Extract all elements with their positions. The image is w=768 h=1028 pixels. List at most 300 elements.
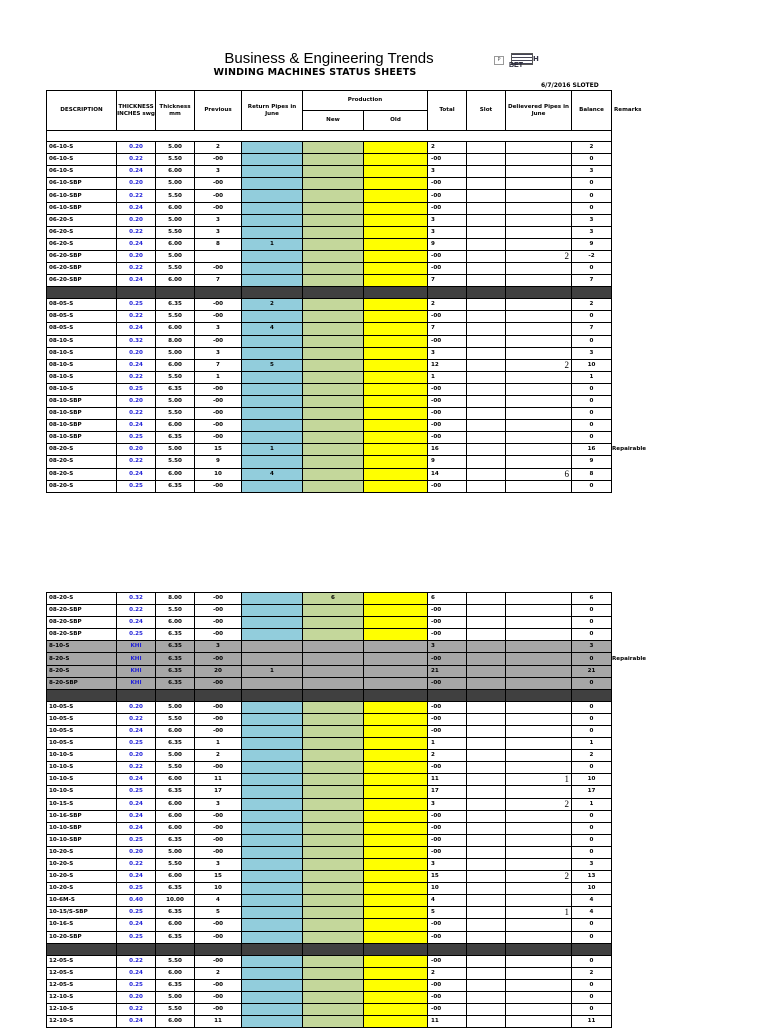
table-row — [47, 395, 672, 407]
thickness-mm-cell: 5.50 — [156, 190, 195, 202]
return-pipes-cell — [242, 653, 303, 665]
table-row — [47, 919, 672, 931]
remarks-cell — [612, 641, 672, 653]
total-cell: -00 — [428, 311, 467, 323]
thickness-mm-cell: 6.35 — [156, 480, 195, 492]
return-pipes-cell — [242, 798, 303, 810]
description-cell: 08-10-S — [47, 359, 117, 371]
remarks-cell — [612, 858, 672, 870]
remarks-cell — [612, 677, 672, 689]
balance-cell: 0 — [572, 810, 612, 822]
separator-cell — [47, 943, 117, 955]
production-old-cell — [364, 1004, 428, 1016]
table-row — [47, 432, 672, 444]
balance-cell: 0 — [572, 629, 612, 641]
slot-cell — [467, 641, 506, 653]
thickness-inch-cell: 0.22 — [117, 1004, 156, 1016]
total-cell: -00 — [428, 480, 467, 492]
remarks-cell — [612, 822, 672, 834]
production-new-cell — [303, 202, 364, 214]
thickness-mm-cell: 5.50 — [156, 226, 195, 238]
slot-cell — [467, 871, 506, 883]
separator-cell — [467, 943, 506, 955]
production-old-cell — [364, 665, 428, 677]
return-pipes-cell — [242, 725, 303, 737]
delivered-cell — [506, 786, 572, 798]
total-cell: -00 — [428, 701, 467, 713]
balance-cell: 17 — [572, 786, 612, 798]
table-row — [47, 786, 672, 798]
table-row — [47, 359, 672, 371]
thickness-mm-cell: 5.00 — [156, 701, 195, 713]
company-logo — [494, 53, 554, 70]
slot-cell — [467, 226, 506, 238]
return-pipes-cell — [242, 762, 303, 774]
production-old-cell — [364, 468, 428, 480]
thickness-mm-cell: 6.35 — [156, 677, 195, 689]
thickness-mm-cell: 6.35 — [156, 979, 195, 991]
description-cell: 10-20-S — [47, 871, 117, 883]
production-old-cell — [364, 991, 428, 1003]
remarks-cell — [612, 774, 672, 786]
production-new-cell — [303, 738, 364, 750]
thickness-inch-cell: 0.20 — [117, 395, 156, 407]
thickness-inch-cell: 0.22 — [117, 762, 156, 774]
delivered-cell — [506, 846, 572, 858]
remarks-cell — [612, 480, 672, 492]
production-old-cell — [364, 641, 428, 653]
return-pipes-cell — [242, 335, 303, 347]
description-cell: 10-10-S — [47, 786, 117, 798]
delivered-cell — [506, 480, 572, 492]
thickness-inch-cell: 0.25 — [117, 834, 156, 846]
table-row — [47, 871, 672, 883]
table-row — [47, 858, 672, 870]
balance-cell: 3 — [572, 226, 612, 238]
previous-cell: -00 — [195, 822, 242, 834]
total-cell: -00 — [428, 1004, 467, 1016]
return-pipes-cell — [242, 480, 303, 492]
total-cell: -00 — [428, 335, 467, 347]
table-row — [47, 907, 672, 919]
previous-cell: 7 — [195, 275, 242, 287]
production-old-cell — [364, 677, 428, 689]
thickness-inch-cell: 0.32 — [117, 593, 156, 605]
thickness-mm-cell: 6.35 — [156, 907, 195, 919]
return-pipes-cell — [242, 178, 303, 190]
return-pipes-cell — [242, 190, 303, 202]
thickness-inch-cell: 0.22 — [117, 858, 156, 870]
slot-cell — [467, 677, 506, 689]
remarks-cell — [612, 991, 672, 1003]
thickness-mm-cell: 5.50 — [156, 713, 195, 725]
description-cell: 08-20-S — [47, 593, 117, 605]
previous-cell: 2 — [195, 142, 242, 154]
total-cell: -00 — [428, 154, 467, 166]
previous-cell: 4 — [195, 895, 242, 907]
delivered-cell — [506, 858, 572, 870]
delivered-cell: 2 — [506, 359, 572, 371]
col-production: Production — [303, 91, 428, 111]
description-cell: 12-10-S — [47, 991, 117, 1003]
return-pipes-cell — [242, 810, 303, 822]
production-new-cell — [303, 967, 364, 979]
table-row — [47, 883, 672, 895]
separator-cell — [572, 943, 612, 955]
previous-cell: -00 — [195, 979, 242, 991]
total-cell: -00 — [428, 617, 467, 629]
remarks-cell — [612, 979, 672, 991]
slot-cell — [467, 408, 506, 420]
description-cell: 06-20-SBP — [47, 250, 117, 262]
thickness-mm-cell: 5.00 — [156, 250, 195, 262]
total-cell: 3 — [428, 214, 467, 226]
delivered-cell — [506, 335, 572, 347]
production-new-cell — [303, 238, 364, 250]
thickness-inch-cell: 0.25 — [117, 480, 156, 492]
slot-cell — [467, 822, 506, 834]
delivered-cell — [506, 323, 572, 335]
production-old-cell — [364, 432, 428, 444]
description-cell: 10-10-SBP — [47, 834, 117, 846]
table-header — [47, 91, 672, 142]
previous-cell: 15 — [195, 871, 242, 883]
table-row — [47, 725, 672, 737]
production-new-cell — [303, 810, 364, 822]
production-new-cell — [303, 931, 364, 943]
delivered-cell — [506, 263, 572, 275]
description-cell: 08-20-S — [47, 456, 117, 468]
thickness-mm-cell: 6.00 — [156, 275, 195, 287]
separator-cell — [364, 943, 428, 955]
remarks-cell — [612, 943, 672, 955]
production-old-cell — [364, 323, 428, 335]
remarks-cell — [612, 335, 672, 347]
production-old-cell — [364, 383, 428, 395]
previous-cell: -00 — [195, 202, 242, 214]
remarks-cell — [612, 178, 672, 190]
slot-cell — [467, 1004, 506, 1016]
thickness-mm-cell: 5.00 — [156, 142, 195, 154]
balance-cell: 0 — [572, 834, 612, 846]
balance-cell: 0 — [572, 311, 612, 323]
remarks-cell — [612, 750, 672, 762]
production-old-cell — [364, 701, 428, 713]
description-cell: 06-10-S — [47, 166, 117, 178]
return-pipes-cell — [242, 263, 303, 275]
total-cell: -00 — [428, 919, 467, 931]
total-cell: 16 — [428, 444, 467, 456]
remarks-cell: Repairable — [612, 446, 647, 453]
total-cell: 7 — [428, 323, 467, 335]
thickness-mm-cell: 6.35 — [156, 432, 195, 444]
thickness-inch-cell: 0.25 — [117, 883, 156, 895]
separator-cell — [47, 689, 117, 701]
production-new-cell — [303, 178, 364, 190]
description-cell: 06-20-S — [47, 226, 117, 238]
table-row — [47, 1016, 672, 1028]
total-cell: -00 — [428, 408, 467, 420]
thickness-inch-cell: 0.24 — [117, 420, 156, 432]
production-old-cell — [364, 238, 428, 250]
total-cell: 12 — [428, 359, 467, 371]
remarks-cell — [612, 689, 672, 701]
thickness-mm-cell: 6.00 — [156, 166, 195, 178]
thickness-mm-cell: 6.00 — [156, 798, 195, 810]
thickness-inch-cell: KHI — [117, 641, 156, 653]
table-row — [47, 665, 672, 677]
slot-cell — [467, 263, 506, 275]
total-cell: 2 — [428, 750, 467, 762]
return-pipes-cell — [242, 154, 303, 166]
production-new-cell — [303, 979, 364, 991]
balance-cell: 0 — [572, 713, 612, 725]
balance-cell: 0 — [572, 846, 612, 858]
production-new-cell — [303, 154, 364, 166]
total-cell: -00 — [428, 178, 467, 190]
total-cell: 10 — [428, 883, 467, 895]
table-row — [47, 214, 672, 226]
col-return-pipes: Return Pipes in June — [242, 91, 303, 131]
return-pipes-cell — [242, 967, 303, 979]
previous-cell: -00 — [195, 383, 242, 395]
remarks-cell — [612, 895, 672, 907]
return-pipes-cell — [242, 774, 303, 786]
thickness-inch-cell: 0.20 — [117, 250, 156, 262]
delivered-cell — [506, 725, 572, 737]
balance-cell: 0 — [572, 653, 612, 665]
remarks-cell — [612, 432, 672, 444]
remarks-cell — [612, 371, 672, 383]
slot-cell — [467, 178, 506, 190]
production-old-cell — [364, 371, 428, 383]
return-pipes-cell: 4 — [242, 323, 303, 335]
balance-cell: 3 — [572, 641, 612, 653]
total-cell: -00 — [428, 420, 467, 432]
previous-cell: 10 — [195, 468, 242, 480]
previous-cell: -00 — [195, 190, 242, 202]
total-cell: 5 — [428, 907, 467, 919]
description-cell: 8-10-S — [47, 641, 117, 653]
total-cell: -00 — [428, 846, 467, 858]
total-cell: 3 — [428, 166, 467, 178]
separator-cell — [242, 689, 303, 701]
delivered-cell — [506, 762, 572, 774]
return-pipes-cell: 4 — [242, 468, 303, 480]
production-new-cell — [303, 335, 364, 347]
description-cell: 10-10-S — [47, 774, 117, 786]
delivered-cell: 2 — [506, 798, 572, 810]
description-cell: 08-05-S — [47, 323, 117, 335]
total-cell: -00 — [428, 713, 467, 725]
total-cell: 1 — [428, 371, 467, 383]
return-pipes-cell — [242, 629, 303, 641]
col-thickness-inches: THICKNESS INCHES swg — [117, 91, 156, 131]
balance-cell: 7 — [572, 275, 612, 287]
table-row — [47, 653, 672, 665]
production-new-cell — [303, 299, 364, 311]
description-cell: 08-10-S — [47, 371, 117, 383]
description-cell: 12-05-S — [47, 967, 117, 979]
table-row — [47, 154, 672, 166]
delivered-cell — [506, 653, 572, 665]
table-row — [47, 480, 672, 492]
table-row — [47, 383, 672, 395]
production-old-cell — [364, 347, 428, 359]
remarks-cell — [612, 214, 672, 226]
previous-cell: -00 — [195, 178, 242, 190]
balance-cell: 2 — [572, 750, 612, 762]
production-new-cell — [303, 1004, 364, 1016]
thickness-mm-cell: 6.35 — [156, 738, 195, 750]
return-pipes-cell — [242, 871, 303, 883]
balance-cell: 1 — [572, 798, 612, 810]
previous-cell: -00 — [195, 605, 242, 617]
production-old-cell — [364, 810, 428, 822]
return-pipes-cell — [242, 202, 303, 214]
production-old-cell — [364, 738, 428, 750]
description-cell: 10-05-S — [47, 725, 117, 737]
description-cell: 10-20-S — [47, 846, 117, 858]
slot-cell — [467, 323, 506, 335]
thickness-inch-cell: 0.24 — [117, 967, 156, 979]
remarks-cell — [612, 725, 672, 737]
return-pipes-cell — [242, 605, 303, 617]
previous-cell: -00 — [195, 701, 242, 713]
slot-cell — [467, 383, 506, 395]
return-pipes-cell: 1 — [242, 444, 303, 456]
previous-cell: 2 — [195, 967, 242, 979]
previous-cell: -00 — [195, 725, 242, 737]
description-cell: 10-20-S — [47, 883, 117, 895]
remarks-cell — [612, 701, 672, 713]
description-cell: 10-15/S-SBP — [47, 907, 117, 919]
remarks-cell — [612, 810, 672, 822]
delivered-cell — [506, 677, 572, 689]
description-cell: 10-10-S — [47, 750, 117, 762]
balance-cell: 0 — [572, 190, 612, 202]
production-old-cell — [364, 750, 428, 762]
separator-cell — [117, 689, 156, 701]
table-row — [47, 991, 672, 1003]
thickness-mm-cell: 5.00 — [156, 395, 195, 407]
balance-cell: 4 — [572, 907, 612, 919]
production-old-cell — [364, 798, 428, 810]
sheet-date: 6/7/2016 SLOTED — [541, 82, 599, 89]
total-cell: -00 — [428, 250, 467, 262]
separator-cell — [506, 943, 572, 955]
production-old-cell — [364, 955, 428, 967]
thickness-inch-cell: 0.24 — [117, 725, 156, 737]
thickness-inch-cell: KHI — [117, 653, 156, 665]
remarks-cell — [612, 311, 672, 323]
thickness-inch-cell: 0.20 — [117, 178, 156, 190]
table-row — [47, 250, 672, 262]
thickness-mm-cell: 5.50 — [156, 311, 195, 323]
separator-cell — [156, 943, 195, 955]
previous-cell: 10 — [195, 883, 242, 895]
production-old-cell — [364, 883, 428, 895]
remarks-cell — [612, 166, 672, 178]
table-row — [47, 263, 672, 275]
previous-cell: -00 — [195, 713, 242, 725]
production-new-cell — [303, 858, 364, 870]
return-pipes-cell — [242, 408, 303, 420]
description-cell: 10-20-SBP — [47, 931, 117, 943]
thickness-inch-cell: 0.24 — [117, 822, 156, 834]
previous-cell: 3 — [195, 226, 242, 238]
separator-cell — [428, 287, 467, 299]
return-pipes-cell — [242, 456, 303, 468]
delivered-cell — [506, 275, 572, 287]
previous-cell: 15 — [195, 444, 242, 456]
thickness-mm-cell: 6.35 — [156, 299, 195, 311]
balance-cell: 2 — [572, 299, 612, 311]
description-cell: 8-20-S — [47, 665, 117, 677]
remarks-cell — [612, 629, 672, 641]
delivered-cell — [506, 883, 572, 895]
remarks-cell — [612, 617, 672, 629]
production-old-cell — [364, 593, 428, 605]
remarks-cell — [612, 798, 672, 810]
table-row — [47, 371, 672, 383]
remarks-cell — [612, 323, 672, 335]
balance-cell: 0 — [572, 432, 612, 444]
balance-cell: 0 — [572, 1004, 612, 1016]
table-row — [47, 979, 672, 991]
production-old-cell — [364, 895, 428, 907]
description-cell: 12-05-S — [47, 955, 117, 967]
production-old-cell — [364, 713, 428, 725]
return-pipes-cell — [242, 1016, 303, 1028]
thickness-mm-cell: 8.00 — [156, 593, 195, 605]
description-cell: 08-05-S — [47, 311, 117, 323]
previous-cell: -00 — [195, 617, 242, 629]
col-slot: Slot — [467, 91, 506, 131]
thickness-mm-cell: 6.35 — [156, 629, 195, 641]
remarks-cell — [612, 919, 672, 931]
thickness-inch-cell: 0.24 — [117, 919, 156, 931]
production-new-cell — [303, 991, 364, 1003]
delivered-cell — [506, 991, 572, 1003]
remarks-cell — [612, 1004, 672, 1016]
separator-cell — [195, 689, 242, 701]
remarks-cell — [612, 287, 672, 299]
production-new-cell — [303, 883, 364, 895]
previous-cell: 1 — [195, 371, 242, 383]
production-new-cell — [303, 395, 364, 407]
total-cell: -00 — [428, 991, 467, 1003]
thickness-inch-cell: KHI — [117, 665, 156, 677]
remarks-cell — [612, 665, 672, 677]
balance-cell: 0 — [572, 617, 612, 629]
remarks-cell — [612, 468, 672, 480]
description-cell: 10-16-SBP — [47, 810, 117, 822]
delivered-cell — [506, 895, 572, 907]
return-pipes-cell: 5 — [242, 359, 303, 371]
production-old-cell — [364, 653, 428, 665]
production-new-cell — [303, 480, 364, 492]
remarks-cell — [612, 299, 672, 311]
thickness-inch-cell: 0.32 — [117, 335, 156, 347]
separator-cell — [506, 287, 572, 299]
remarks-cell — [612, 275, 672, 287]
total-cell: 17 — [428, 786, 467, 798]
balance-cell: 0 — [572, 383, 612, 395]
remarks-cell — [612, 593, 672, 605]
production-old-cell — [364, 311, 428, 323]
production-old-cell — [364, 907, 428, 919]
